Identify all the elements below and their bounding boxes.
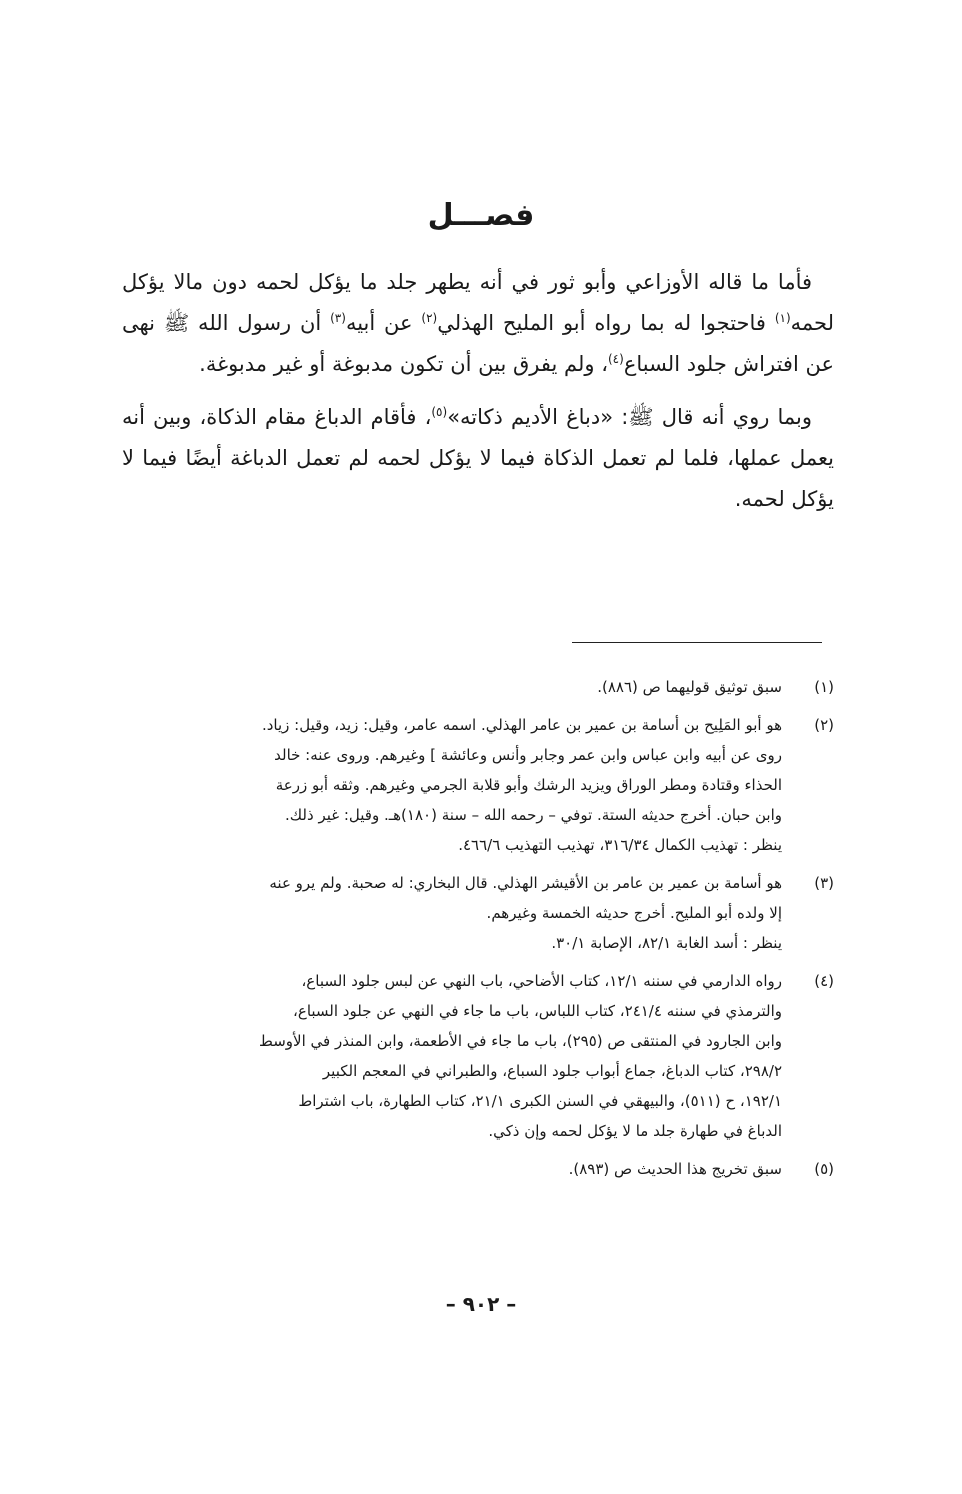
p1-part-a: فأما ما قاله الأوزاعي وأبو ثور في أنه يطهر جلد ما يؤكل لحمه دون مالا يؤكل لحمه bbox=[122, 270, 834, 335]
footnote-ref-5[interactable]: (٥) bbox=[431, 405, 448, 419]
p1-part-c: عن أبيه bbox=[345, 311, 422, 335]
footnote-1 bbox=[122, 672, 834, 702]
footnote-separator bbox=[572, 642, 822, 643]
footnote-3 bbox=[122, 868, 834, 958]
footnote-ref-1[interactable]: (١) bbox=[774, 311, 791, 325]
paragraph-2 bbox=[122, 397, 834, 520]
footnote-ref-3[interactable]: (٣) bbox=[330, 311, 346, 325]
page-number: – ٩٠٢ – bbox=[445, 1292, 517, 1316]
footnote-number: (٥) bbox=[814, 1160, 834, 1178]
p2-part-a: وبما روي أنه قال ﷺ: «دباغ الأديم ذكاته» bbox=[447, 405, 813, 429]
footnote-line: ١٩٢/١، ح (٥١١)، والبيهقي في السنن الكبرى ٢١/١، كتاب الطهارة، باب اشتراط bbox=[298, 1092, 782, 1110]
footnote-line: وابن حبان. أخرج حديثه الستة. توفي – رحمه الله – سنة (١٨٠)هـ. وقيل: غير ذلك. bbox=[285, 806, 782, 824]
footnote-number: (٣) bbox=[814, 874, 834, 892]
p2-part-b: ، فأقام الدباغ مقام الذكاة، وبين أنه يعمل عملها، فلما لم تعمل الذكاة فيما لا يؤكل لحمه لم تعمل الدباغة أيضًا فيما لا يؤكل لحمه. bbox=[122, 405, 834, 511]
footnote-line: هو أسامة بن عمير بن عامر بن الأقيشر الهذلي. قال البخاري: له صحبة. ولم يرو عنه bbox=[269, 874, 782, 892]
footnote-line: رواه الدارمي في سننه ١٢/١، كتاب الأضاحي، باب النهي عن لبس جلود السباع، bbox=[301, 972, 782, 990]
footnote-text bbox=[122, 672, 782, 702]
footnote-line: وابن الجارود في المنتقى ص (٢٩٥)، باب ما جاء في الأطعمة، وابن المنذر في الأوسط bbox=[259, 1032, 782, 1050]
footnote-line: روى عن أبيه وابن عباس وابن عمر وجابر وأنس وعائشة ] وغيرهم. وروى عنه: خالد bbox=[274, 746, 782, 764]
footnotes bbox=[122, 672, 834, 1192]
footnote-text bbox=[122, 710, 782, 860]
footnote-line: ينظر : أسد الغابة ٨٢/١، الإصابة ٣٠/١. bbox=[551, 934, 782, 952]
footnote-line: ينظر : تهذيب الكمال ٣١٦/٣٤، تهذيب التهذيب ٤٦٦/٦. bbox=[458, 836, 782, 854]
p1-part-d: أن رسول الله ﷺ نهى عن افتراش جلود السباع bbox=[122, 311, 834, 376]
footnote-text bbox=[122, 868, 782, 958]
p1-part-e: ، ولم يفرق بين أن تكون مدبوغة أو غير مدبوغة. bbox=[199, 352, 608, 376]
footnote-line: الحذاء وقتادة ومطر الوراق ويزيد الرشك وأبو قلابة الجرمي وغيرهم. وثقه أبو زرعة bbox=[275, 776, 782, 794]
footnote-line: إلا ولده أبو المليح. أخرج حديثه الخمسة وغيرهم. bbox=[486, 904, 782, 922]
footnote-text bbox=[122, 1154, 782, 1184]
footnote-4 bbox=[122, 966, 834, 1146]
footnote-ref-4[interactable]: (٤) bbox=[607, 352, 624, 366]
footnote-text bbox=[122, 966, 782, 1146]
footnote-line: الدباغ في طهارة جلد ما لا يؤكل لحمه وإن ذكي. bbox=[488, 1122, 782, 1140]
footnote-line: سبق توثيق قوليهما ص (٨٨٦). bbox=[597, 678, 782, 696]
paragraph-1 bbox=[122, 262, 834, 385]
footnote-2 bbox=[122, 710, 834, 860]
section-heading: فصـــل bbox=[427, 198, 535, 233]
footnote-5 bbox=[122, 1154, 834, 1184]
footnote-line: هو أبو المَلِيح بن أسامة بن عمير بن عامر الهذلي. اسمه عامر، وقيل: زيد، وقيل: زياد. bbox=[261, 716, 782, 734]
footnote-ref-2[interactable]: (٢) bbox=[421, 311, 438, 325]
p1-part-b: فاحتجوا له بما رواه أبو المليح الهذلي bbox=[437, 311, 775, 335]
footnote-line: والترمذي في سننه ٢٤١/٤، كتاب اللباس، باب ما جاء في النهي عن جلود السباع، bbox=[293, 1002, 782, 1020]
footnote-number: (٤) bbox=[814, 972, 834, 990]
footnote-number: (٢) bbox=[814, 716, 834, 734]
main-text bbox=[122, 262, 834, 532]
footnote-number: (١) bbox=[814, 678, 834, 696]
footnote-line: ٢٩٨/٢، كتاب الدباغ، جماع أبواب جلود السباع، والطبراني في المعجم الكبير bbox=[322, 1062, 782, 1080]
footnote-line: سبق تخريج هذا الحديث ص (٨٩٣). bbox=[568, 1160, 782, 1178]
